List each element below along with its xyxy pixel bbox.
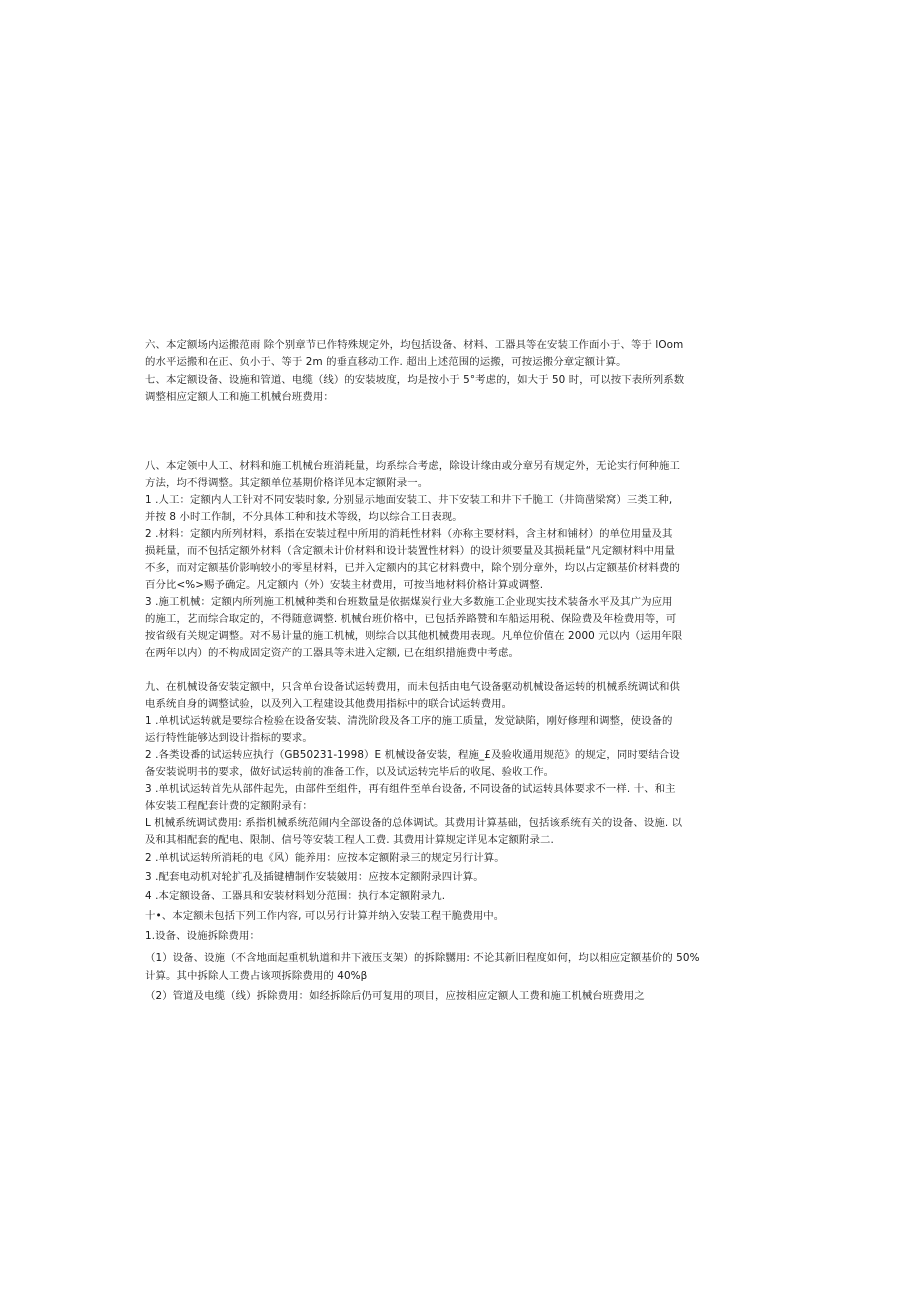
text-line: 1 .单机试运转就是要综合检验在设备安装、清洗阶段及各工序的施工质量，发觉缺陷，刚好修理和调整，使设备的 (145, 715, 673, 727)
text-line: 并按 8 小时工作制，不分具体工种和技术等级，均以综合工日表现。 (145, 511, 463, 523)
text-line: 1.设备、设施拆除费用： (145, 930, 261, 942)
text-line: 调整相应定额人工和施工机械台班费用： (145, 391, 334, 403)
text-line: 3 .施工机械：定额内所列施工机械种类和台班数量是依据煤炭行业大多数施工企业现实技术装备水平及其广为应用 (145, 596, 673, 608)
text-line: 计算。其中拆除人工费占该项拆除费用的 40%β (145, 970, 368, 982)
text-line: 电系统自身的调整试验，以及列入工程建设其他费用指标中的联合试运转费用。 (145, 698, 513, 710)
text-line: 六、本定额场内运搬范雨 除个别章节已作特殊规定外，均包括设备、材料、工器具等在安装工作面小于、等于 lOom (145, 339, 684, 351)
text-line: 的施工，艺而综合取定的，不得随意调整. 机械台班价格中，已包括养路赞和车船运用税、保险费及年检费用等，可 (145, 613, 677, 625)
text-line: 备安装说明书的要求，做好试运转前的准备工作，以及试运转完毕后的收尾、验收工作。 (145, 766, 555, 778)
text-line: 3 .单机试运转首先从部件起先，由部件至组件，再有组件至单台设备, 不同设备的试运转具体要求不一样. 十、和主 (145, 783, 676, 795)
text-line: L 机械系统调试费用: 系指机械系统范闹内全部设备的总体调试。其费用计算基础，包括该系统有关的设备、设施. 以 (145, 817, 683, 829)
text-line: 不多，而对定额基价影响较小的零星材料，已并入定额内的其它材料费中，除个别分章外，均以占定额基价材料费的 (145, 562, 681, 574)
text-line: 2 .单机试运转所消耗的电《风）能养用：应按本定额附录三的规定另行计算。 (145, 852, 505, 864)
text-line: 七、本定额设备、设施和管道、电缆（线）的安装坡度，均是按小于 5°考虑的，如大于 50 时，可以按下表所列系数 (145, 374, 685, 386)
text-line: （2）管道及电缆（线）拆除费用：如经拆除后仍可复用的项目，应按相应定额人工费和施工机械台班费用之 (145, 990, 645, 1002)
text-line: 2 .材料：定额内所列材料，系指在安装过程中所用的消耗性材料（亦称主要材料，含主材和铺材）的单位用量及其 (145, 528, 673, 540)
text-line: 百分比<%>赐予确定。凡定额内（外）安装主材费用，可按当地材料价格计算或调整. (145, 579, 544, 591)
text-line: 八、本定领中人工、材料和施工机械台班消耗量，均系综合考虑，除设计缘由或分章另有规定外，无论实行何种施工 (145, 460, 681, 472)
text-line: 损耗量，而不包括定额外材料（含定额未计价材料和设计装置性材料）的设计须要量及其损耗量“凡定额材料中用量 (145, 545, 676, 557)
text-line: 的水平运搬和在正、负小于、等于 2m 的垂直移动工作. 超出上述范围的运搬，可按运搬分章定额计算。 (145, 356, 627, 368)
text-line: 体安装工程配套计费的定额附录有： (145, 800, 313, 812)
text-line: 1 .人工：定额内人工针对不同安装时象, 分别显示地面安装工、井下安装工和井下千脆工（井筒凿梁窝）三类工种, (145, 494, 673, 506)
text-line: （1）设备、设施（不含地面起重机轨道和井下液压支架）的拆除嬲用: 不论其新旧程度如何，均以相应定额基价的 50% (145, 952, 700, 964)
text-line: 2 .各类设番的试运转应执行（GB50231-1998）E 机械设备安装，程施_£及验收通用规范》的规定，同时要结合设 (145, 749, 680, 761)
text-line: 3 .配套电动机对轮扩孔及插键槽制作安装皴用：应按本定额附录四计算。 (145, 871, 484, 883)
text-line: 按省级有关规定调整。对不易计量的施工机械，则综合以其他机械费用表现。凡单位价值在 2000 元以内（运用年限 (145, 630, 683, 642)
text-line: 运行特性能够达到设计指标的要求。 (145, 732, 313, 744)
text-line: 方法，均不得调整。其定额单位基期价格详见本定额附录一。 (145, 477, 429, 489)
text-line: 九、在机械设备安装定额中，只含单台设备试运转费用，而未包括由电气设备驱动机械设备运转的机械系统调试和供 (145, 681, 681, 693)
text-line: 4 .本定额设备、工器具和安装材料划分范围：执行本定额附录九. (145, 890, 446, 902)
text-line: 十•、本定额未包括下列工作内容, 可以另行计算并纳入安装工程干脆费用中。 (145, 910, 505, 922)
text-line: 及和其相配套的配电、限制、信号等安装工程人工费. 其费用计算规定详见本定额附录二. (145, 834, 554, 846)
text-line: 在两年以内）的不构成固定资产的工器具等未进入定额, 已在组织措施费中考虑。 (145, 647, 519, 659)
